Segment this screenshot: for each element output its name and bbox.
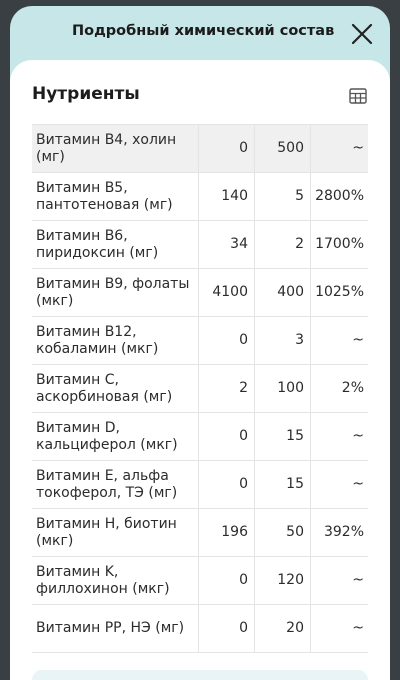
- nutrient-norm: 100: [254, 365, 310, 412]
- nutrient-percent: ~: [310, 557, 368, 604]
- nutrient-name: Витамин B9, фолаты (мкг): [36, 275, 190, 309]
- nutrient-percent: 1700%: [310, 221, 368, 268]
- nutrient-amount: 0: [198, 413, 254, 460]
- next-section-panel: [32, 670, 368, 680]
- nutrient-name: Витамин H, биотин (мкг): [36, 515, 177, 549]
- nutrient-percent: ~: [310, 413, 368, 460]
- nutrient-norm: 400: [254, 269, 310, 316]
- nutrient-amount: 140: [198, 173, 254, 220]
- nutrient-percent: 2%: [310, 365, 368, 412]
- nutrient-norm: 2: [254, 221, 310, 268]
- nutrient-amount: 0: [198, 125, 254, 172]
- nutrient-amount: 0: [198, 557, 254, 604]
- nutrient-amount: 196: [198, 509, 254, 556]
- nutrient-amount: 0: [198, 461, 254, 508]
- table-row: [32, 509, 368, 557]
- table-row: [32, 269, 368, 317]
- nutrient-norm: 5: [254, 173, 310, 220]
- table-row: [32, 461, 368, 509]
- nutrient-name: Витамин E, альфа токоферол, ТЭ (мг): [36, 467, 178, 501]
- table-icon: [348, 86, 368, 106]
- nutrient-percent: 392%: [310, 509, 368, 556]
- nutrient-amount: 34: [198, 221, 254, 268]
- nutrient-percent: 1025%: [310, 269, 368, 316]
- nutrient-name: Витамин K, филлохинон (мкг): [36, 563, 170, 597]
- table-row: [32, 413, 368, 461]
- nutrient-name: Витамин C, аскорбиновая (мг): [36, 371, 173, 405]
- table-row: [32, 365, 368, 413]
- nutrient-name: Витамин B12, кобаламин (мкг): [36, 323, 159, 357]
- nutrient-name: Витамин PP, НЭ (мг): [36, 620, 185, 636]
- nutrient-amount: 0: [198, 317, 254, 364]
- table-row: [32, 557, 368, 605]
- nutrient-norm: 20: [254, 605, 310, 652]
- bottom-sheet: [10, 6, 390, 680]
- sheet-title: Подробный химический состав: [72, 23, 335, 39]
- close-button[interactable]: [348, 20, 376, 48]
- nutrient-norm: 15: [254, 461, 310, 508]
- nutrients-card: [10, 60, 390, 680]
- nutrient-percent: ~: [310, 605, 368, 652]
- nutrient-name: Витамин B6, пиридоксин (мг): [36, 227, 159, 261]
- nutrient-norm: 3: [254, 317, 310, 364]
- table-row: [32, 173, 368, 221]
- nutrient-amount: 4100: [198, 269, 254, 316]
- table-view-button[interactable]: [348, 86, 368, 106]
- nutrient-name: Витамин B5, пантотеновая (мг): [36, 179, 173, 213]
- nutrient-amount: 2: [198, 365, 254, 412]
- nutrient-name: Витамин D, кальциферол (мкг): [36, 419, 178, 453]
- section-title: Нутриенты: [32, 84, 140, 104]
- nutrient-norm: 120: [254, 557, 310, 604]
- nutrients-table: [32, 124, 368, 653]
- table-row: [32, 125, 368, 173]
- table-row: [32, 317, 368, 365]
- nutrient-name: Витамин B4, холин (мг): [36, 131, 177, 165]
- nutrient-amount: 0: [198, 605, 254, 652]
- nutrient-norm: 500: [254, 125, 310, 172]
- nutrient-percent: ~: [310, 461, 368, 508]
- table-row: [32, 221, 368, 269]
- close-icon: [348, 20, 376, 48]
- nutrient-norm: 15: [254, 413, 310, 460]
- nutrient-percent: 2800%: [310, 173, 368, 220]
- nutrient-percent: ~: [310, 125, 368, 172]
- sheet-header: [10, 6, 390, 60]
- table-row: [32, 605, 368, 653]
- nutrient-norm: 50: [254, 509, 310, 556]
- nutrient-percent: ~: [310, 317, 368, 364]
